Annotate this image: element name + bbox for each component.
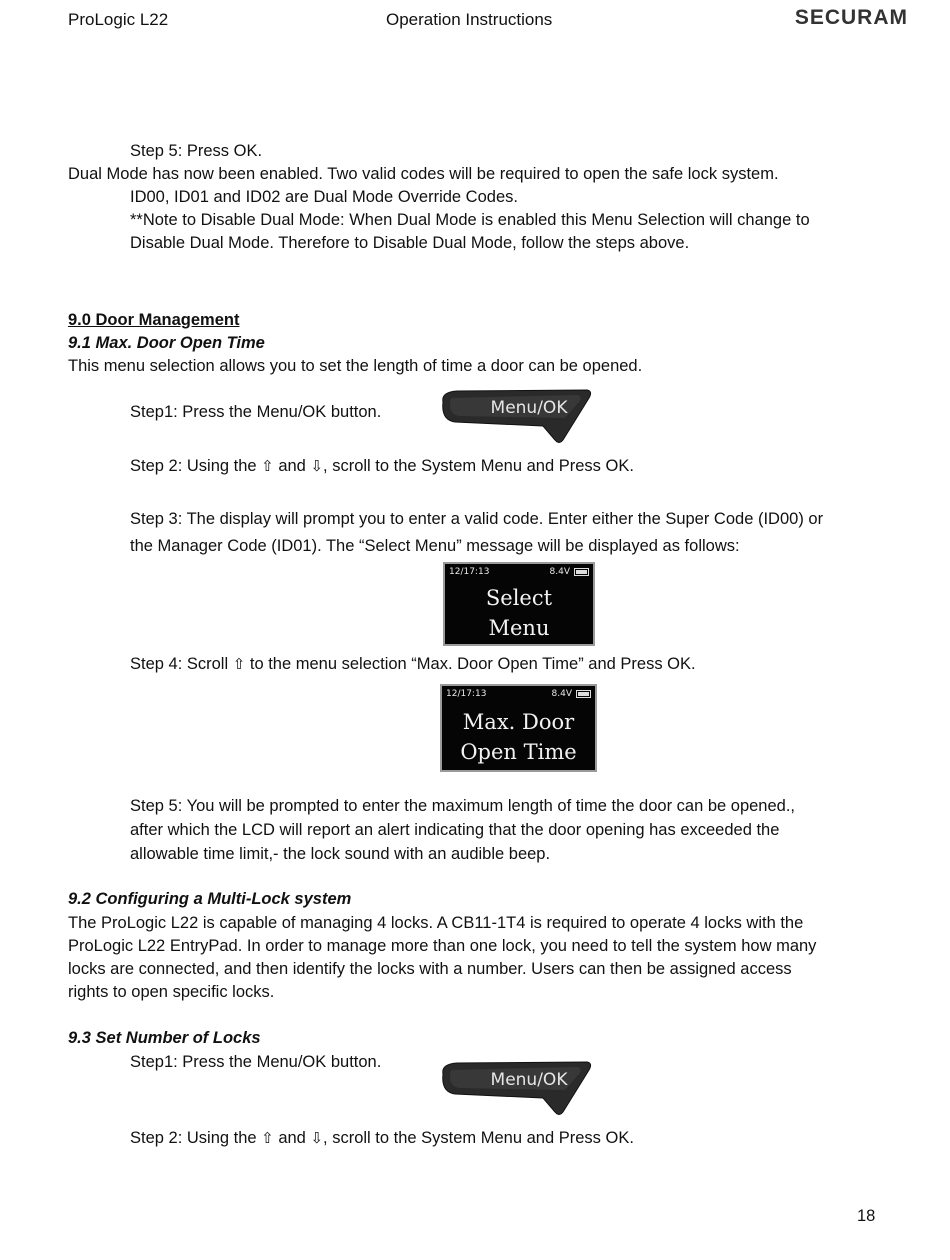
lcd1-line2: Menu xyxy=(488,616,550,640)
menu-ok-button-image-1 xyxy=(437,388,597,446)
s91-step5-line3: allowable time limit,- the lock sound with an audible beep. xyxy=(130,845,551,863)
header-doc-title: Operation Instructions xyxy=(386,10,553,29)
s91-step4 xyxy=(130,653,696,676)
s93-step2-a: Step 2: Using the xyxy=(130,1129,262,1147)
battery-icon xyxy=(574,568,589,576)
section-9-1-intro: This menu selection allows you to set the length of time a door can be opened. xyxy=(68,357,643,375)
up-arrow-icon: ⇧ xyxy=(261,457,274,475)
lcd1-time: 12/17:13 xyxy=(449,567,490,577)
menu-ok-label-1: Menu/OK xyxy=(490,398,568,418)
s92-line3: locks are connected, and then identify the locks with a number. Users can then be assigned access xyxy=(68,960,792,978)
dual-mode-enabled: Dual Mode has now been enabled. Two valid codes will be required to open the safe lock system. xyxy=(68,165,779,183)
down-arrow-icon: ⇩ xyxy=(310,1129,324,1147)
brand-logo: SECURAM xyxy=(794,6,908,29)
s91-step2-b: and xyxy=(273,457,311,475)
menu-ok-button-image-2 xyxy=(437,1060,597,1118)
lcd-max-door-open-time xyxy=(440,684,597,772)
header-model: ProLogic L22 xyxy=(68,10,169,29)
s91-step2-c: , scroll to the System Menu and Press OK. xyxy=(323,457,634,475)
s92-line1: The ProLogic L22 is capable of managing 4 locks. A CB11-1T4 is required to operate 4 locks with the xyxy=(68,914,804,932)
battery-icon xyxy=(576,690,591,698)
lcd1-line1: Select xyxy=(485,586,553,610)
override-codes: ID00, ID01 and ID02 are Dual Mode Override Codes. xyxy=(130,188,518,206)
s91-step3-line2: the Manager Code (ID01). The “Select Menu” message will be displayed as follows: xyxy=(130,537,740,555)
s92-line4: rights to open specific locks. xyxy=(68,983,275,1001)
lcd2-line1: Max. Door xyxy=(462,710,575,734)
page-number: 18 xyxy=(857,1207,876,1225)
up-arrow-icon: ⇧ xyxy=(261,1129,274,1147)
lcd-select-menu xyxy=(443,562,595,646)
section-9-2-heading: 9.2 Configuring a Multi-Lock system xyxy=(68,890,352,908)
note-line-1: **Note to Disable Dual Mode: When Dual Mode is enabled this Menu Selection will change to xyxy=(130,211,810,229)
s93-step1: Step1: Press the Menu/OK button. xyxy=(130,1053,382,1071)
s91-step4-a: Step 4: Scroll xyxy=(130,655,233,673)
s93-step2-b: and xyxy=(273,1129,311,1147)
section-9-0-heading: 9.0 Door Management xyxy=(68,311,240,329)
down-arrow-icon: ⇩ xyxy=(310,457,324,475)
lcd1-volt: 8.4V xyxy=(549,567,570,577)
s93-step2-c: , scroll to the System Menu and Press OK. xyxy=(323,1129,634,1147)
top-step5: Step 5: Press OK. xyxy=(130,142,263,160)
s91-step1: Step1: Press the Menu/OK button. xyxy=(130,403,382,421)
s91-step2 xyxy=(130,455,634,478)
s91-step3-line1: Step 3: The display will prompt you to enter a valid code. Enter either the Super Code (ID00) or xyxy=(130,510,824,528)
lcd2-time: 12/17:13 xyxy=(446,689,487,699)
s93-step2 xyxy=(130,1127,634,1150)
up-arrow-icon: ⇧ xyxy=(232,655,246,673)
menu-ok-label-2: Menu/OK xyxy=(490,1070,568,1090)
s91-step4-b: to the menu selection “Max. Door Open Time” and Press OK. xyxy=(245,655,696,673)
lcd2-volt: 8.4V xyxy=(551,689,572,699)
lcd2-line2: Open Time xyxy=(460,740,577,764)
section-9-1-heading: 9.1 Max. Door Open Time xyxy=(68,334,265,352)
s91-step5-line1: Step 5: You will be prompted to enter the maximum length of time the door can be opened., xyxy=(130,797,795,815)
s91-step2-a: Step 2: Using the xyxy=(130,457,262,475)
section-9-3-heading: 9.3 Set Number of Locks xyxy=(68,1029,261,1047)
note-line-2: Disable Dual Mode. Therefore to Disable Dual Mode, follow the steps above. xyxy=(130,234,690,252)
s91-step5-line2: after which the LCD will report an alert indicating that the door opening has exceeded the xyxy=(130,821,780,839)
s92-line2: ProLogic L22 EntryPad. In order to manage more than one lock, you need to tell the system how many xyxy=(68,937,817,955)
